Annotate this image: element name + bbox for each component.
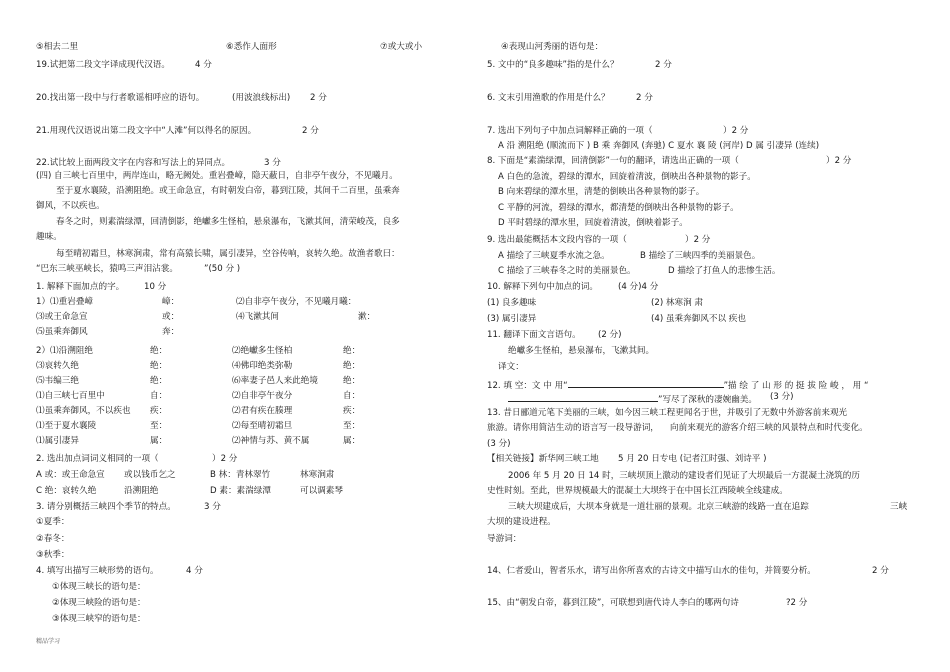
question-21: 21.用现代汉语说出第二段文字中“人滩”何以得名的原因。	[36, 126, 257, 136]
item: 自：	[150, 391, 168, 401]
answer-blank[interactable]	[568, 378, 724, 388]
question-12-line2	[508, 392, 757, 406]
item: (2) 林寒涧 肃	[651, 298, 704, 308]
item: 嶂：	[162, 297, 180, 307]
sentence: 绝巘多生怪柏，悬泉瀑布，飞漱其间。	[508, 346, 655, 356]
passage-line: 春冬之时，则素湍绿潭，回清倒影，绝巘多生怪柏，悬泉瀑布，飞漱其间，清荣峻茂，良多	[56, 217, 400, 227]
passage-score: ”(50 分 )	[204, 264, 241, 274]
item: ⑴虽乘奔御风，不以疾也	[36, 406, 131, 416]
choice: A 或：或王命急宣	[36, 470, 105, 480]
question-20-score: 2 分	[310, 93, 327, 103]
question-13-line3: 向前来观光的游客介绍三峡的风景特点和时代变化。	[670, 423, 868, 433]
item: ⑸虽乘奔御风	[36, 327, 88, 337]
choice: B 林：青林翠竹	[210, 470, 271, 480]
item: ⑷佛印绝类弥勒	[232, 361, 293, 371]
item: 2）⑴沿溯阻绝	[36, 346, 94, 356]
item: 绝：	[150, 376, 168, 386]
item: 绝：	[343, 346, 361, 356]
question-6-score: 2 分	[636, 93, 653, 103]
item: ⑴属引凄异	[36, 436, 79, 446]
item: ⑴自三峡七百里中	[36, 391, 105, 401]
news-line: 2006 年 5 月 20 日 14 时，三峡坝顶上激动的建设者们见证了大坝最后一方混凝土浇筑的历	[508, 471, 860, 481]
choice: D 平时碧绿的潭水里，回旋着清波，倒映着影子。	[498, 218, 688, 228]
item: 疾：	[343, 406, 361, 416]
choice: C 绝：哀转久绝	[36, 486, 97, 496]
item: ⑷飞漱其间	[236, 312, 279, 322]
news-line: 史性时刻。至此，世界规模最大的混凝土大坝终于在中国长江西陵峡全线建成。	[487, 486, 788, 496]
question-14-score: 2 分	[872, 566, 889, 576]
exercise-2-score: ）2 分	[212, 454, 238, 464]
choice: B 描绘了三峡四季的美丽景色。	[640, 251, 761, 261]
question-13-score: (3 分)	[487, 439, 511, 449]
exercise-3-score: 3 分	[204, 502, 221, 512]
choice: 可以调素琴	[300, 486, 343, 496]
option-5: ⑤相去二里	[36, 42, 79, 52]
question-12-part: ”写尽了深秋的凄婉幽美。	[658, 395, 757, 405]
question-11-score: (2 分)	[598, 330, 622, 340]
question-9: 9. 选出最能概括本文段内容的一项（	[487, 235, 627, 245]
item: ⑴至于夏水襄陵	[36, 421, 97, 431]
choice: A 描绘了三峡夏季水流之急。	[498, 251, 610, 261]
item: 属：	[343, 436, 361, 446]
answer-label: ①夏季：	[36, 517, 70, 527]
item: (4) 虽乘奔御风不以 疾也	[651, 314, 746, 324]
passage-line: “巴东三峡巫峡长，猿鸣三声泪沾裳。	[36, 264, 178, 274]
item: 疾：	[150, 406, 168, 416]
item: 属：	[150, 436, 168, 446]
question-8: 8. 下面是“素湍绿潭，回清倒影”一句的翻译，请选出正确的一项（	[487, 156, 739, 166]
item: ⑵自非亭午夜分	[232, 391, 293, 401]
exercise-1-score: 10 分	[144, 282, 167, 292]
question-19-score: 4 分	[195, 60, 212, 70]
question-7: 7. 选出下列句子中加点词解释正确的一项（	[487, 126, 653, 136]
question-8-score: ）2 分	[826, 156, 852, 166]
question-20: 20.找出第一段中与行者歌谣相呼应的语句。	[36, 93, 205, 103]
news-line: 三峡	[890, 502, 908, 512]
question-12	[487, 378, 868, 392]
question-10-score: (4 分)4 分	[618, 282, 659, 292]
item: ⑵每至晴初霜旦	[232, 421, 293, 431]
news-line: 大坝的建设进程。	[487, 517, 556, 527]
passage-line: 趣味。	[36, 232, 62, 242]
choice: C 描绘了三峡春冬之时的美丽景色。	[498, 266, 636, 276]
exercise-4: 4. 填写出描写三峡形势的语句。	[36, 566, 159, 576]
question-21-score: 2 分	[302, 126, 319, 136]
item: 绝：	[150, 346, 168, 356]
passage-line: 至于夏水襄陵，沿溯阻绝。或王命急宣，有时朝发白帝，暮到江陵，其间千二百里，虽乘奔	[56, 186, 400, 196]
choice: C 平静的河流，碧绿的潭水，都清楚的倒映出各种景物的影子。	[498, 203, 739, 213]
answer-label: ③体现三峡窄的语句是：	[52, 614, 146, 624]
passage-line: 御风，不以疾也。	[36, 201, 105, 211]
option-7: ⑦或大或小	[380, 42, 423, 52]
question-12-part: 12. 填 空：文 中 用“	[487, 381, 568, 391]
question-9-score: ）2 分	[685, 235, 711, 245]
item: ⑵神情与苏、黄不属	[232, 436, 310, 446]
answer-label: ③秋季：	[36, 550, 70, 560]
related-link-title: 【相关链接】新华网三峡工地	[487, 454, 599, 464]
question-14: 14、仁者爱山，智者乐水，请写出你所喜欢的古诗文中描写山水的佳句，并简要分析。	[487, 566, 816, 576]
exercise-3: 3. 请分别概括三峡四个季节的特点。	[36, 502, 176, 512]
question-22: 22.试比较上面两段文字在内容和写法上的异同点。	[36, 158, 231, 168]
exercise-2: 2. 选出加点词词义相同的一项（	[36, 454, 159, 464]
answer-blank[interactable]	[508, 392, 658, 402]
item: 1）⑴重岩叠嶂	[36, 297, 94, 307]
question-12-part: ”描 绘 了 山 形 的 挺 拔 险 峻 ， 用 “	[723, 381, 869, 391]
choice: B 向来碧绿的潭水里，清楚的倒映出各种景物的影子。	[498, 187, 705, 197]
page-footer: 精品学习	[36, 638, 61, 645]
question-7-options: A 沿 溯阻绝 (顺流而下 ) B 乘 奔御风 (奔驰) C 夏水 襄 陵 (河岸) D 属 引凄异 (连续)	[498, 141, 820, 151]
item: ⑵绝巘多生怪柏	[232, 346, 293, 356]
question-22-score: 3 分	[264, 158, 281, 168]
item: ⑵君有疾在腠理	[232, 406, 293, 416]
item: (3) 属引凄异	[487, 314, 537, 324]
question-7-score: ）2 分	[723, 126, 749, 136]
item: 至：	[343, 421, 361, 431]
news-line: 三峡大坝建成后，大坝本身就是一道壮丽的景观。北京三峡游的线路一直在追踪	[508, 502, 809, 512]
item: ⑶或王命急宣	[36, 312, 88, 322]
item: 漱：	[358, 312, 376, 322]
item: (1) 良多趣味	[487, 298, 537, 308]
option-6: ⑥悉作人面形	[226, 42, 277, 52]
choice: D 素：素湍绿潭	[210, 486, 271, 496]
answer-label: 译文：	[498, 362, 524, 372]
choice: 林寒涧肃	[300, 470, 335, 480]
item: ⑹率妻子邑人来此绝境	[232, 376, 318, 386]
question-5-score: 2 分	[655, 60, 672, 70]
question-6: 6. 文末引用渔歌的作用是什么？	[487, 93, 610, 103]
passage-line: 每至晴初霜旦，林寒涧肃，常有高猿长啸，属引凄异，空谷传响，哀转久绝。故渔者歌曰：	[56, 249, 400, 259]
item: ⑶哀转久绝	[36, 361, 79, 371]
choice: D 描绘了打鱼人的悲惨生活。	[668, 266, 781, 276]
choice: 沿溯阻绝	[124, 486, 159, 496]
exercise-1: 1. 解释下面加点的字。	[36, 282, 125, 292]
passage-line: (四) 自三峡七百里中，两岸连山，略无阙处。重岩叠嶂，隐天蔽日，自非亭午夜分，不见曦月。	[36, 171, 398, 181]
answer-label: 导游词：	[487, 534, 522, 544]
question-13-line2: 旅游。请你用简洁生动的语言写一段导游词，	[487, 423, 659, 433]
item: 绝：	[343, 376, 361, 386]
question-15: 15、由“朝发白帝，暮到江陵”，可联想到唐代诗人李白的哪两句诗	[487, 598, 739, 608]
item: 至：	[150, 421, 168, 431]
answer-label: ②春冬：	[36, 534, 70, 544]
item: 或：	[162, 312, 180, 322]
question-11: 11. 翻译下面文言语句。	[487, 330, 581, 340]
question-12-score: (3 分)	[770, 392, 794, 402]
item: 绝：	[150, 361, 168, 371]
question-20-note: (用波浪线标出)	[232, 93, 291, 103]
choice: 或以钱币乞之	[124, 470, 176, 480]
answer-label: ④表现山河秀丽的语句是：	[501, 42, 604, 52]
question-19: 19.试把第二段文字译成现代汉语。	[36, 60, 170, 70]
choice: A 白色的急流，碧绿的潭水，回旋着清波，倒映出各种景物的影子。	[498, 172, 756, 182]
item: ⑸韦编三绝	[36, 376, 79, 386]
answer-label: ②体现三峡险的语句是：	[52, 598, 146, 608]
exercise-4-score: 4 分	[186, 566, 203, 576]
question-10: 10. 解释下列句中加点的词。	[487, 282, 598, 292]
item: 绝：	[343, 361, 361, 371]
item: ⑵自非亭午夜分，不见曦月曦：	[236, 297, 357, 307]
item: 自：	[343, 391, 361, 401]
question-5: 5. 文中的“良多趣味”指的是什么？	[487, 60, 619, 70]
question-15-score: ?2 分	[786, 598, 808, 608]
question-13: 13. 昔日郦道元笔下美丽的三峡，如今因三峡工程更闻名于世，并吸引了无数中外游客前来观光	[487, 408, 848, 418]
answer-label: ①体现三峡长的语句是：	[52, 582, 146, 592]
related-link-source: 5 月 20 日专电 (记者江时强、刘诗平 )	[618, 454, 767, 464]
item: 奔：	[162, 327, 180, 337]
